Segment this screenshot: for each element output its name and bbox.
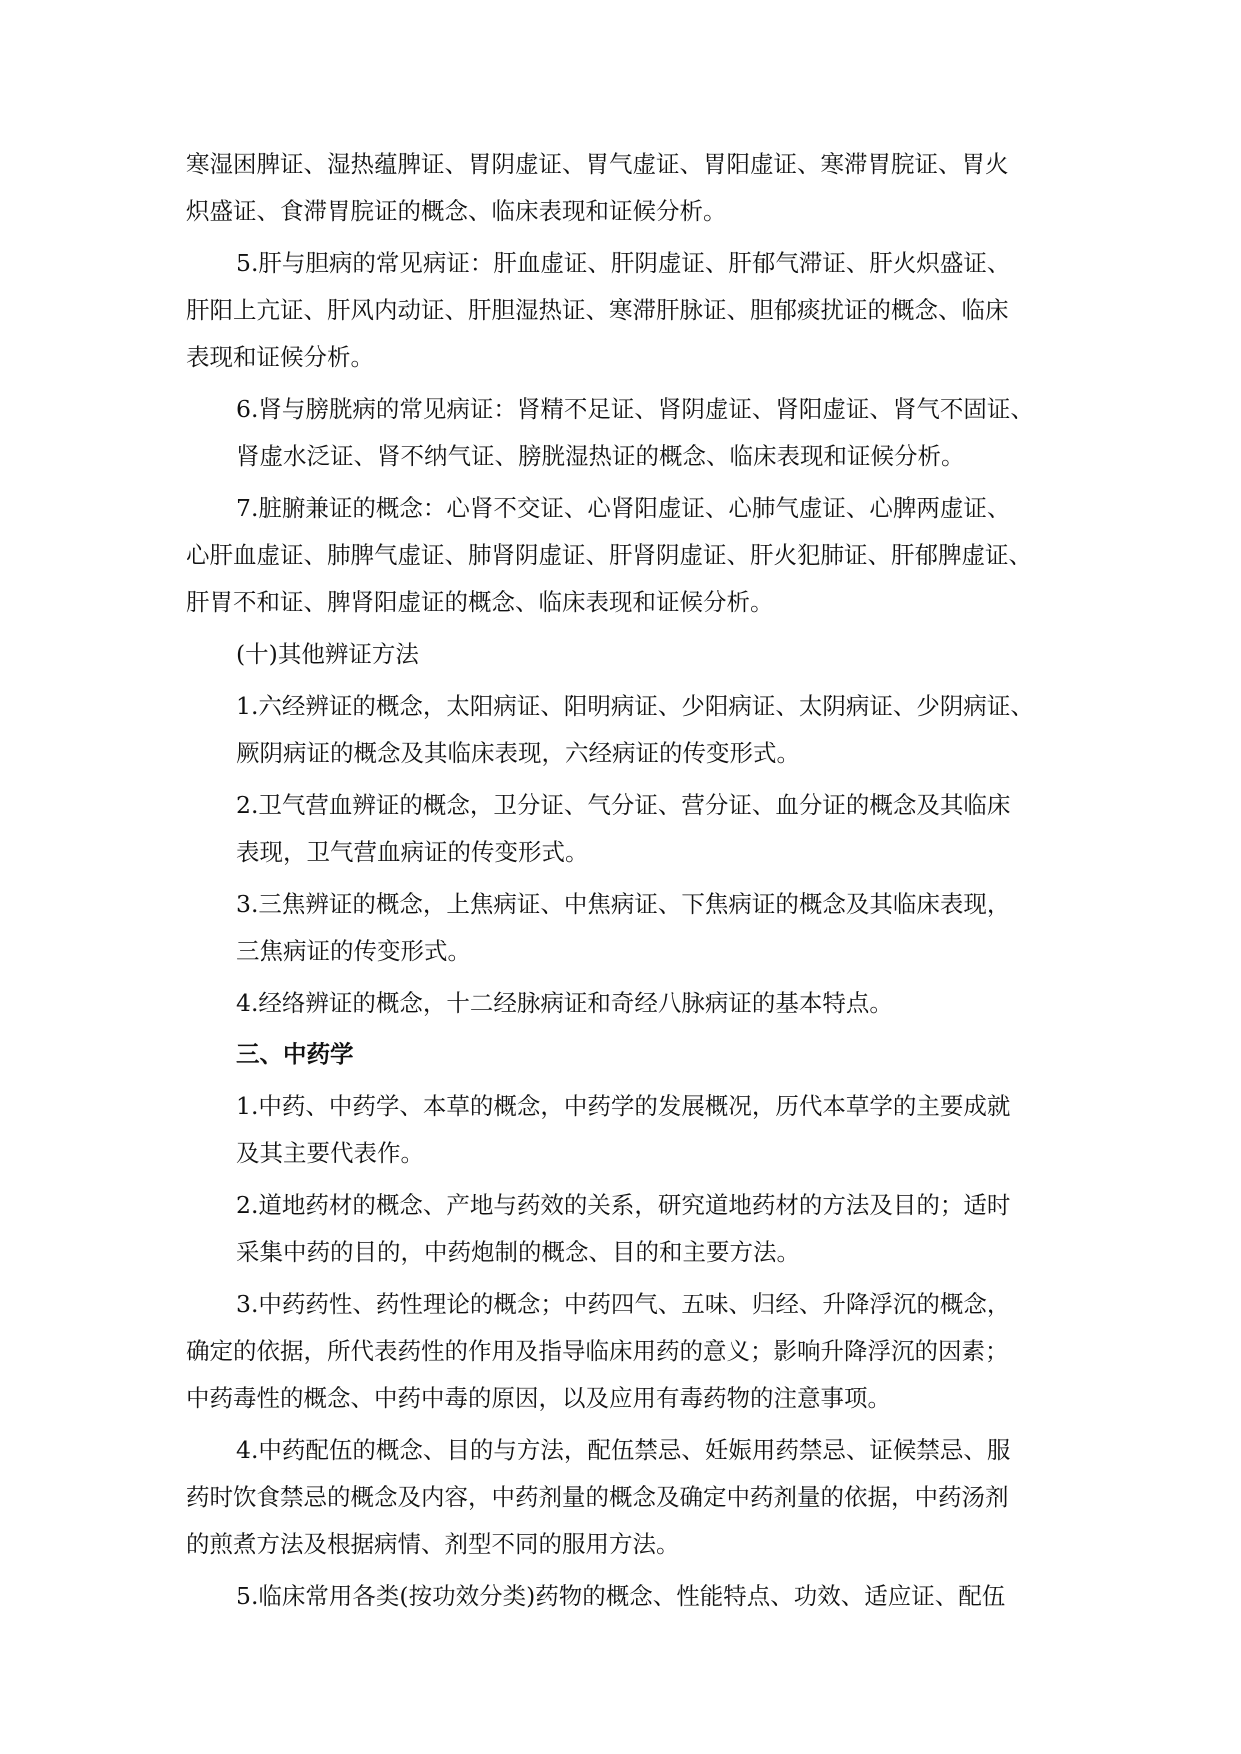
chapter-heading: 三、中药学 <box>236 1040 354 1068</box>
text-line: 三焦病证的传变形式。 <box>236 937 471 965</box>
text-line: 肝阳上亢证、肝风内动证、肝胆湿热证、寒滞肝脉证、胆郁痰扰证的概念、临床 <box>186 296 1009 324</box>
text-line: 肾虚水泛证、肾不纳气证、膀胱湿热证的概念、临床表现和证候分析。 <box>236 442 965 470</box>
text-line: 确定的依据，所代表药性的作用及指导临床用药的意义；影响升降浮沉的因素； <box>186 1337 1009 1365</box>
text-line: 的煎煮方法及根据病情、剂型不同的服用方法。 <box>186 1530 680 1558</box>
text-line: 2.卫气营血辨证的概念，卫分证、气分证、营分证、血分证的概念及其临床 <box>236 791 1011 819</box>
text-line: 表现和证候分析。 <box>186 343 374 371</box>
text-line: 1.中药、中药学、本草的概念，中药学的发展概况，历代本草学的主要成就 <box>236 1092 1011 1120</box>
text-line: 药时饮食禁忌的概念及内容，中药剂量的概念及确定中药剂量的依据，中药汤剂 <box>186 1483 1009 1511</box>
text-line: 心肝血虚证、肺脾气虚证、肺肾阴虚证、肝肾阴虚证、肝火犯肺证、肝郁脾虚证、 <box>186 541 1032 569</box>
text-line: 3.三焦辨证的概念，上焦病证、中焦病证、下焦病证的概念及其临床表现， <box>236 890 1011 918</box>
text-line: 5.肝与胆病的常见病证：肝血虚证、肝阴虚证、肝郁气滞证、肝火炽盛证、 <box>236 249 1011 277</box>
text-line: 中药毒性的概念、中药中毒的原因，以及应用有毒药物的注意事项。 <box>186 1384 891 1412</box>
text-line: 采集中药的目的，中药炮制的概念、目的和主要方法。 <box>236 1238 800 1266</box>
text-line: 4.中药配伍的概念、目的与方法，配伍禁忌、妊娠用药禁忌、证候禁忌、服 <box>236 1436 1011 1464</box>
text-line: 7.脏腑兼证的概念：心肾不交证、心肾阳虚证、心肺气虚证、心脾两虚证、 <box>236 494 1011 522</box>
text-line: 2.道地药材的概念、产地与药效的关系，研究道地药材的方法及目的；适时 <box>236 1191 1011 1219</box>
section-heading: (十)其他辨证方法 <box>236 640 419 668</box>
text-line: 表现，卫气营血病证的传变形式。 <box>236 838 589 866</box>
text-line: 厥阴病证的概念及其临床表现，六经病证的传变形式。 <box>236 739 800 767</box>
text-line: 6.肾与膀胱病的常见病证：肾精不足证、肾阴虚证、肾阳虚证、肾气不固证、 <box>236 395 1034 423</box>
text-line: 1.六经辨证的概念，太阳病证、阳明病证、少阳病证、太阴病证、少阴病证、 <box>236 692 1034 720</box>
text-line: 5.临床常用各类(按功效分类)药物的概念、性能特点、功效、适应证、配伍 <box>236 1582 1006 1610</box>
text-line: 3.中药药性、药性理论的概念；中药四气、五味、归经、升降浮沉的概念， <box>236 1290 1011 1318</box>
text-line: 寒湿困脾证、湿热蕴脾证、胃阴虚证、胃气虚证、胃阳虚证、寒滞胃脘证、胃火 <box>186 150 1009 178</box>
text-line: 肝胃不和证、脾肾阳虚证的概念、临床表现和证候分析。 <box>186 588 774 616</box>
text-line: 4.经络辨证的概念，十二经脉病证和奇经八脉病证的基本特点。 <box>236 989 893 1017</box>
text-line: 炽盛证、食滞胃脘证的概念、临床表现和证候分析。 <box>186 197 727 225</box>
text-line: 及其主要代表作。 <box>236 1139 424 1167</box>
